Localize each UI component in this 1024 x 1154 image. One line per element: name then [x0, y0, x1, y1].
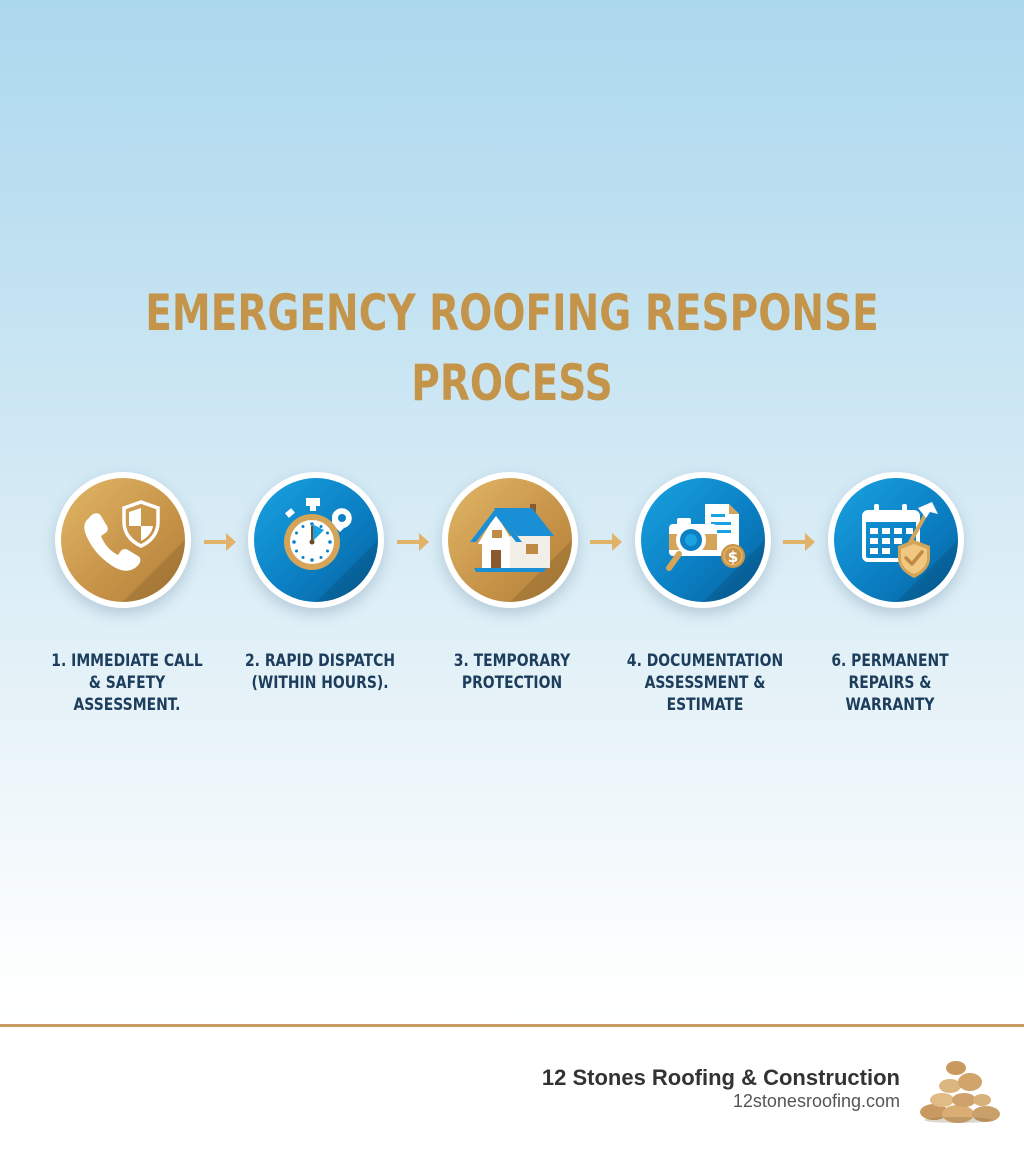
stone-cairn-icon	[918, 1056, 1004, 1126]
phone-shield-icon	[61, 478, 185, 602]
svg-text:$: $	[727, 548, 739, 566]
footer-divider	[0, 1024, 1024, 1027]
step-1-circle	[55, 472, 191, 608]
step-5-circle	[828, 472, 964, 608]
calendar-hammer-shield-icon	[834, 478, 958, 602]
stopwatch-wrench-icon	[254, 478, 378, 602]
arrow-right-icon	[395, 530, 431, 554]
arrow-right-icon	[588, 530, 624, 554]
house-icon	[448, 478, 572, 602]
step-4-label: 4. DOCUMENTATION ASSESSMENT & ESTIMATE	[626, 651, 784, 715]
camera-document-dollar-icon	[641, 478, 765, 602]
arrow-right-icon	[202, 530, 238, 554]
step-3-circle	[442, 472, 578, 608]
step-2-circle	[248, 472, 384, 608]
step-1-label: 1. IMMEDIATE CALL & SAFETY ASSESSMENT.	[51, 651, 203, 715]
page-title: EMERGENCY ROOFING RESPONSE PROCESS	[145, 284, 879, 412]
company-website[interactable]: 12stonesroofing.com	[732, 1091, 900, 1111]
step-2-label: 2. RAPID DISPATCH (WITHIN HOURS).	[244, 651, 396, 693]
arrow-right-icon	[781, 530, 817, 554]
step-4-circle	[635, 472, 771, 608]
company-name: 12 Stones Roofing & Construction	[541, 1065, 900, 1090]
step-3-label: 3. TEMPORARY PROTECTION	[453, 651, 571, 693]
step-5-label: 6. PERMANENT REPAIRS & WARRANTY	[831, 651, 949, 715]
